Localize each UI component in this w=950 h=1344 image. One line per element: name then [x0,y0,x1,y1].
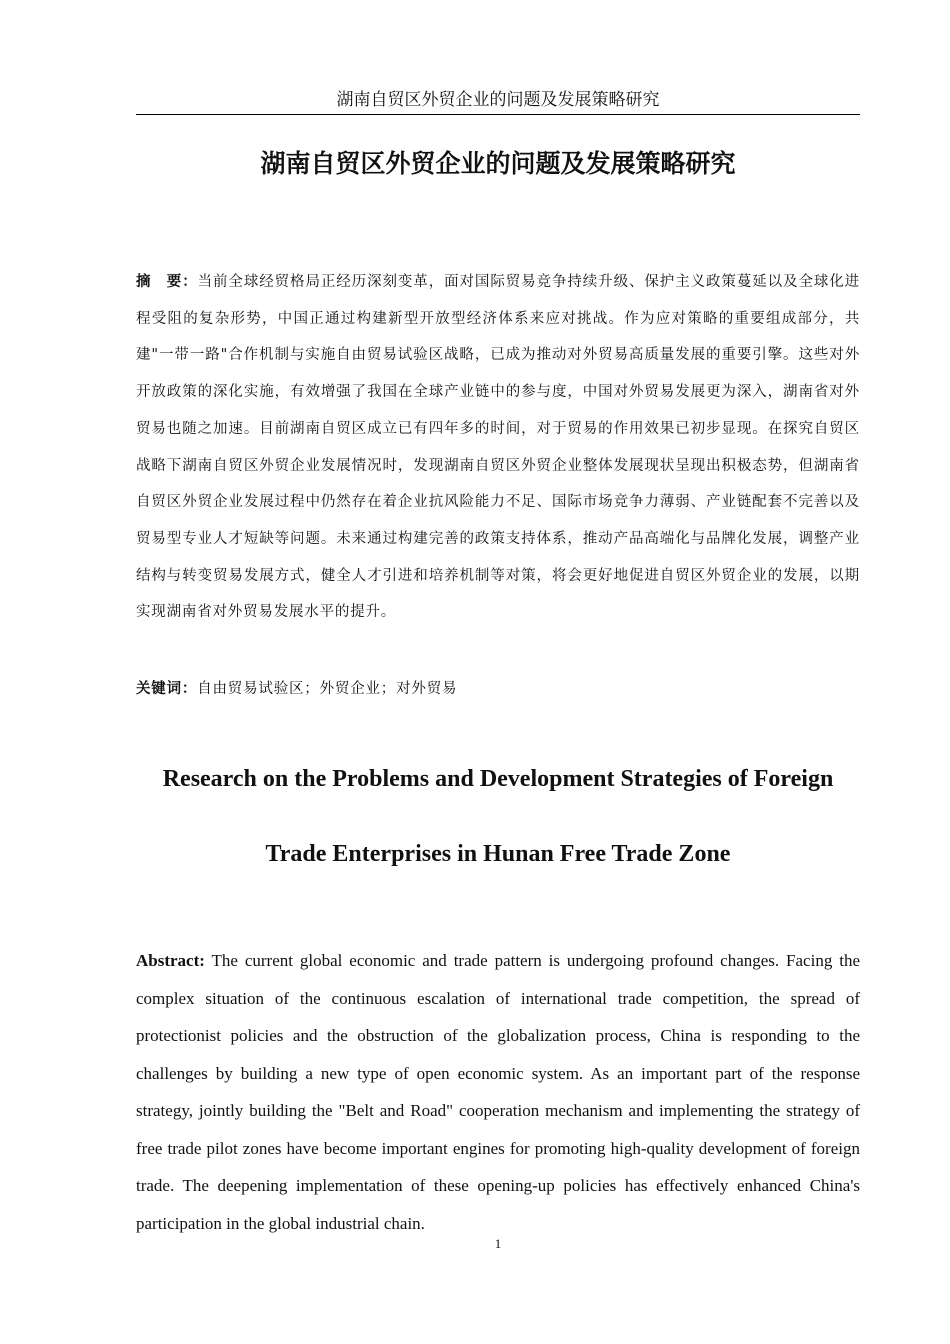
chinese-title: 湖南自贸区外贸企业的问题及发展策略研究 [260,149,736,178]
chinese-keywords-label: 关键词： [136,680,198,697]
running-header: 湖南自贸区外贸企业的问题及发展策略研究 [136,88,860,115]
english-title-line-2: Trade Enterprises in Hunan Free Trade Zone [265,841,731,867]
page-number: 1 [494,1236,502,1251]
english-title [136,742,860,892]
chinese-keywords [136,673,860,705]
chinese-abstract-text: 当前全球经贸格局正经历深刻变革，面对国际贸易竞争持续升级、保护主义政策蔓延以及全球化进程受阻的复杂形势，中国正通过构建新型开放型经济体系来应对挑战。作为应对策略的重要组成部分，共建"一带一路"合作机制与实施自由贸易试验区战略，已成为推动对外贸易高质量发展的重要引擎。这些对外开放政策的深化实施，有效增强了我国在全球产业链中的参与度，中国对外贸易发展更为深入，湖南省对外贸易也随之加速。目前湖南自贸区成立已有四年多的时间，对于贸易的作用效果已初步显现。在探究自贸区战略下湖南自贸区外贸企业发展情况时，发现湖南自贸区外贸企业整体发展现状呈现出积极态势，但湖南省自贸区外贸企业发展过程中仍然存在着企业抗风险能力不足、国际市场竞争力薄弱、产业链配套不完善以及贸易型专业人才短缺等问题。未来通过构建完善的政策支持体系，推动产品高端化与品牌化发展，调整产业结构与转变贸易发展方式，健全人才引进和培养机制等对策，将会更好地促进自贸区外贸企业的发展，以期实现湖南省对外贸易发展水平的提升。 [136,274,860,621]
english-abstract-label: Abstract: [136,951,205,970]
chinese-abstract-label: 摘 要： [136,273,198,290]
english-title-line-1: Research on the Problems and Development Strategies of Foreign [162,766,834,792]
english-abstract [136,942,860,1233]
chinese-abstract [136,264,860,631]
english-abstract-text: The current global economic and trade pattern is undergoing profound changes. Facing the complex situation of the continuous escalation of international trade competition, the spread of protectionist policies and the obstruction of the globalization process, China is responding to the challenges by building a new type of open economic system. As an important part of the response strategy, jointly building the "Belt and Road" cooperation mechanism and implementing the strategy of free trade pilot zones have become important engines for promoting high-quality development of foreign trade. The deepening implementation of these opening-up policies has effectively enhanced China's participation in the global industrial chain. [136,951,860,1233]
chinese-keywords-text: 自由贸易试验区；外贸企业；对外贸易 [197,681,458,697]
